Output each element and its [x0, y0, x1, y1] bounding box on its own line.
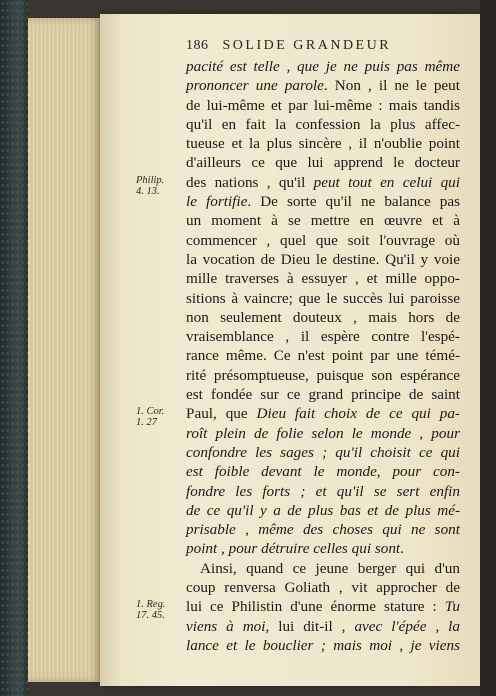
text-run: . De sorte qu'il ne balance pas: [247, 193, 460, 211]
text-line: [186, 173, 460, 192]
italic-text: point , pour détruire celles qui sont: [186, 540, 401, 558]
text-run: de lui-même et par lui-même : mais tandis: [186, 96, 460, 114]
text-line: [186, 211, 460, 230]
text-line: [186, 96, 460, 115]
body-text: [186, 57, 460, 655]
text-line: [186, 366, 460, 385]
margin-reference-line: 1. Reg.: [136, 599, 166, 611]
text-line: [186, 231, 460, 250]
page-edges: [28, 18, 102, 682]
text-run: rité présomptueuse, puisque son espérance: [186, 366, 460, 384]
text-line: [186, 520, 460, 539]
text-run: rance même. Ce n'est point par une témé-: [186, 347, 460, 365]
margin-reference-line: 1. 27: [136, 417, 157, 429]
text-run: d'ailleurs ce que lui apprend le docteur: [186, 154, 460, 172]
text-line: [186, 289, 460, 308]
text-run: un moment à se mettre en œuvre et à: [186, 212, 460, 230]
text-run: sitions à vaincre; que le succès lui paroisse: [186, 289, 460, 307]
text-line: [186, 153, 460, 172]
italic-text: confondre les sages ; qu'il choisit ce qui: [186, 443, 460, 461]
italic-text: viens à moi: [186, 617, 266, 635]
margin-reference-line: 1. Cor.: [136, 406, 165, 418]
text-line: [186, 115, 460, 134]
margin-reference: [136, 599, 182, 621]
margin-reference-line: 17. 45.: [136, 610, 165, 622]
text-line: [186, 559, 460, 578]
italic-text: avec l'épée , la: [354, 617, 460, 635]
margin-reference: [136, 175, 182, 197]
page-header: [186, 38, 391, 54]
text-line: [186, 482, 460, 501]
italic-text: Tu: [444, 598, 460, 616]
text-run: mille traverses à essuyer , et mille oppo-: [186, 270, 460, 288]
text-run: qu'il en fait la confession la plus affec-: [186, 115, 460, 133]
text-line: [186, 308, 460, 327]
italic-text: prisable , même des choses qui ne sont: [186, 521, 460, 539]
text-line: [186, 617, 460, 636]
margin-reference: [136, 406, 182, 428]
italic-text: de ce qu'il y a de plus bas et de plus mé-: [186, 501, 460, 519]
text-line: [186, 424, 460, 443]
italic-text: fondre les forts ; et qu'il se sert enfin: [186, 482, 460, 500]
text-line: [186, 385, 460, 404]
running-title: SOLIDE GRANDEUR: [222, 38, 392, 53]
italic-text: pacité est telle , que je ne puis pas même: [186, 58, 460, 75]
text-line: [186, 597, 460, 616]
text-run: .: [400, 540, 404, 558]
margin-reference-line: Philip.: [136, 174, 165, 186]
italic-text: le fortifie: [186, 193, 248, 211]
text-run: des nations , qu'il: [186, 173, 314, 191]
italic-text: roît plein de folie selon le monde , pour: [186, 424, 460, 442]
text-run: lui ce Philistin d'une énorme stature :: [186, 598, 445, 616]
text-run: tueuse et la plus sincère , il n'oublie point: [186, 135, 460, 153]
text-run: est fondée sur ce grand principe de saint: [186, 386, 460, 404]
italic-text: peut tout en celui qui: [313, 173, 460, 191]
book-cover-edge: [0, 0, 28, 696]
margin-reference-line: 4. 13.: [136, 185, 160, 197]
text-line: [186, 250, 460, 269]
text-line: [186, 636, 460, 655]
text-line: [186, 501, 460, 520]
text-run: , lui dit-il ,: [265, 617, 355, 635]
text-line: [186, 269, 460, 288]
text-run: coup renversa Goliath , vit approcher de: [186, 579, 460, 597]
italic-text: lance et le bouclier ; mais moi , je viens: [186, 636, 460, 654]
text-line: [186, 539, 460, 558]
text-run: non seulement douteux , mais hors de: [186, 308, 460, 326]
text-run: commencer , quel que soit l'ouvrage où: [186, 231, 460, 249]
italic-text: Dieu fait choix de ce qui pa-: [256, 405, 460, 423]
text-run: la vocation de Dieu le destine. Qu'il y voie: [186, 250, 460, 268]
background: [480, 0, 496, 696]
italic-text: prononcer une parole: [186, 77, 324, 95]
text-line: [186, 578, 460, 597]
text-line: [186, 327, 460, 346]
text-line: [186, 134, 460, 153]
text-run: . Non , il ne le peut: [323, 77, 460, 95]
text-line: [186, 443, 460, 462]
text-run: Ainsi, quand ce jeune berger qui d'un: [200, 559, 460, 577]
text-run: vraisemblance , il espère contre l'espé-: [186, 328, 460, 346]
text-line: [186, 76, 460, 95]
text-run: Paul, que: [186, 405, 257, 423]
page-number: 186: [186, 38, 209, 53]
text-line: [186, 346, 460, 365]
text-line: [186, 404, 460, 423]
text-line: [186, 57, 460, 76]
italic-text: est foible devant le monde, pour con-: [186, 463, 460, 481]
text-line: [186, 462, 460, 481]
text-line: [186, 192, 460, 211]
